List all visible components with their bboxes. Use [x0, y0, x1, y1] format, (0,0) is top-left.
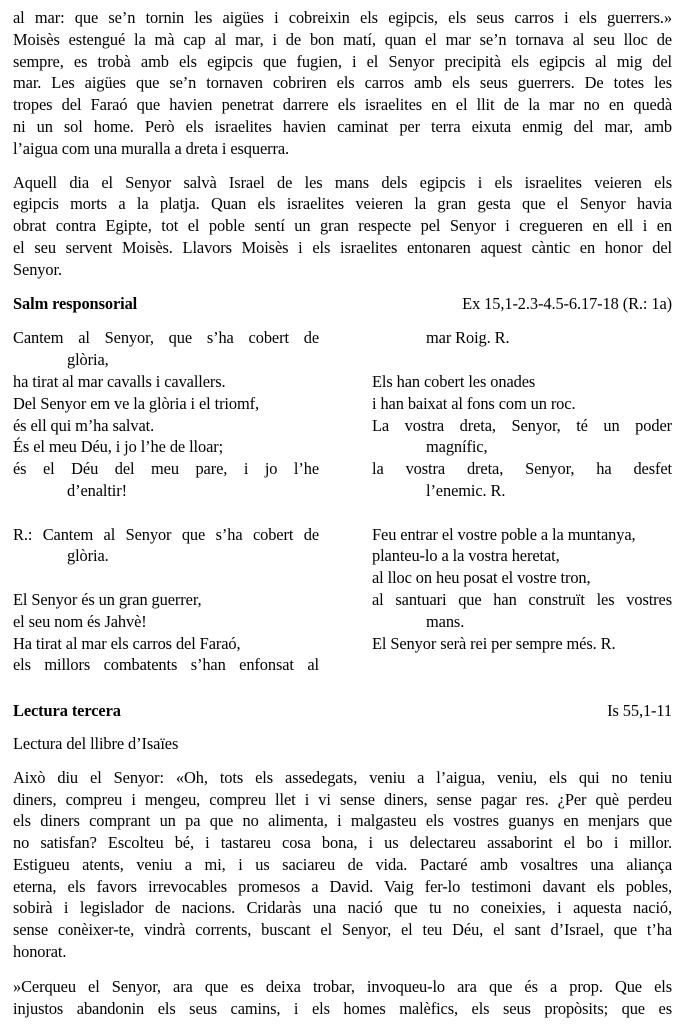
verse-line: glòria.: [67, 546, 109, 566]
text-line: el seu servent Moisès. Llavors Moisès i els israelites entonaren aquest càntic en honor del: [13, 237, 672, 257]
third-reading-heading-row: [13, 700, 672, 722]
psalm-stanza: [13, 589, 319, 676]
psalm-section: [13, 293, 672, 677]
verse-line: és el Déu del meu pare, i jo l’he: [13, 459, 319, 479]
paragraph-exodus-1: [13, 7, 672, 160]
paragraph-isaiah-1: [13, 767, 672, 963]
paragraph-exodus-2: [13, 172, 672, 281]
verse-line: mans.: [426, 611, 465, 631]
text-line: no satisfan? Escolteu bé, i tastareu cosa bona, i us delectareu assaborint el bo i millor.: [13, 833, 672, 853]
text-line: obrat contra Egipte, tot el poble sentí un gran respecte pel Senyor i cregueren en ell i en: [13, 216, 672, 236]
text-line: els diners comprant un pa que no alimenta, i malgasteu els vostres guanys en menjars que: [13, 811, 672, 831]
verse-line: i han baixat al fons com un roc.: [372, 393, 576, 413]
text-line: sempre, es trobà amb els egipcis que fugien, i el Senyor precipità els egipcis al mig del: [13, 51, 672, 71]
verse-line: ha tirat al mar cavalls i cavallers.: [13, 371, 226, 391]
verse-line: és ell qui m’ha salvat.: [13, 415, 155, 435]
verse-line: la vostra dreta, Senyor, ha desfet: [372, 459, 672, 479]
psalm-stanza: [372, 524, 672, 655]
psalm-right-column: [372, 327, 672, 676]
text-line: Senyor.: [13, 259, 62, 279]
text-line: diners, compreu i mengeu, compreu llet i vi sense diners, sense pagar res. ¿Per què perdeu: [13, 789, 672, 809]
psalm-left-column: [13, 327, 319, 676]
verse-line: planteu-lo a la vostra heretat,: [372, 546, 560, 566]
text-line: Moisès estengué la mà cap al mar, i de bon matí, quan el mar se’n tornava al seu lloc de: [13, 29, 672, 49]
text-line: eterna, els favors irrevocables promesos a David. Vaig fer-lo testimoni davant els pobles,: [13, 876, 672, 896]
text-line: Aquell dia el Senyor salvà Israel de les mans dels egipcis i els israelites veieren els: [13, 172, 672, 192]
verse-line: al lloc on heu posat el vostre tron,: [372, 568, 591, 588]
text-line: sense conèixer-te, vindrà corrents, buscant el Senyor, el teu Déu, el sant d’Israel, que t’ha: [13, 920, 672, 940]
psalm-response: [13, 524, 319, 568]
psalm-stanza-continuation: [372, 327, 672, 349]
psalm-stanza: [13, 327, 319, 501]
third-reading-title: Lectura tercera: [13, 701, 121, 721]
verse-line: els millors combatents s’han enfonsat al: [13, 655, 319, 675]
verse-line: Feu entrar el vostre poble a la muntanya,: [372, 524, 636, 544]
text-line: l’aigua com una muralla a dreta i esquerra.: [13, 138, 290, 158]
verse-line: al santuari que han construït les vostres: [372, 589, 672, 609]
text-line: al mar: que se’n tornin les aigües i cobreixin els egipcis, els seus carros i els guerrers.»: [13, 8, 672, 27]
text-line: ni un sol home. Però els israelites havien caminat per terra eixuta enmig del mar, amb: [13, 116, 672, 136]
verse-line: magnífic,: [426, 437, 488, 457]
paragraph-isaiah-2: [13, 976, 672, 1020]
verse-line: glòria,: [67, 350, 109, 370]
text-line: »Cerqueu el Senyor, ara que es deixa trobar, invoqueu-lo ara que és a prop. Que els: [13, 976, 672, 996]
verse-line: R.: Cantem al Senyor que s’ha cobert de: [13, 524, 319, 544]
third-reading-section: [13, 700, 672, 1019]
text-line: sobirà i legislador de nacions. Cridaràs una nació que tu no coneixies, i aquesta nació,: [13, 898, 672, 918]
text-line: Estigueu atents, veniu a mi, i us saciareu de vida. Pactaré amb vosaltres una aliança: [13, 854, 672, 874]
verse-line: d’enaltir!: [67, 480, 127, 500]
text-line: mar. Les aigües que se’n tornaven cobriren els carros amb els seus guerrers. De totes les: [13, 73, 672, 93]
exodus-reading-section: [13, 7, 672, 281]
text-line: egipcis morts a la platja. Quan els israelites veieren la gran gesta que el Senyor havia: [13, 194, 672, 214]
verse-line: Els han cobert les onades: [372, 371, 536, 391]
third-reading-source-line: Lectura del llibre d’Isaïes: [13, 733, 179, 753]
verse-line: El Senyor serà rei per sempre més. R.: [372, 633, 616, 653]
verse-line: el seu nom és Jahvè!: [13, 611, 147, 631]
verse-line: Ha tirat al mar els carros del Faraó,: [13, 633, 241, 653]
verse-line: La vostra dreta, Senyor, té un poder: [372, 415, 672, 435]
text-line: tropes del Faraó que havien penetrat darrere els israelites en el llit de la mar no en quedà: [13, 95, 672, 115]
psalm-reference: Ex 15,1-2.3-4.5-6.17-18 (R.: 1a): [462, 293, 672, 313]
verse-line: l’enemic. R.: [426, 480, 506, 500]
verse-line: Cantem al Senyor, que s’ha cobert de: [13, 328, 319, 348]
psalm-heading-row: [13, 293, 672, 315]
psalm-stanza: [372, 371, 672, 502]
psalm-columns: [13, 327, 672, 676]
text-line: injustos abandonin els seus camins, i els homes malèfics, els seus propòsits; que es: [13, 998, 672, 1018]
verse-line: mar Roig. R.: [426, 328, 510, 348]
text-line: Això diu el Senyor: «Oh, tots els assedegats, veniu a l’aigua, veniu, els qui no teniu: [13, 767, 672, 787]
verse-line: El Senyor és un gran guerrer,: [13, 589, 202, 609]
verse-line: Del Senyor em ve la glòria i el triomf,: [13, 393, 259, 413]
psalm-title: Salm responsorial: [13, 293, 138, 313]
third-reading-reference: Is 55,1-11: [607, 701, 672, 721]
verse-line: És el meu Déu, i jo l’he de lloar;: [13, 437, 224, 457]
text-line: honorat.: [13, 942, 67, 962]
